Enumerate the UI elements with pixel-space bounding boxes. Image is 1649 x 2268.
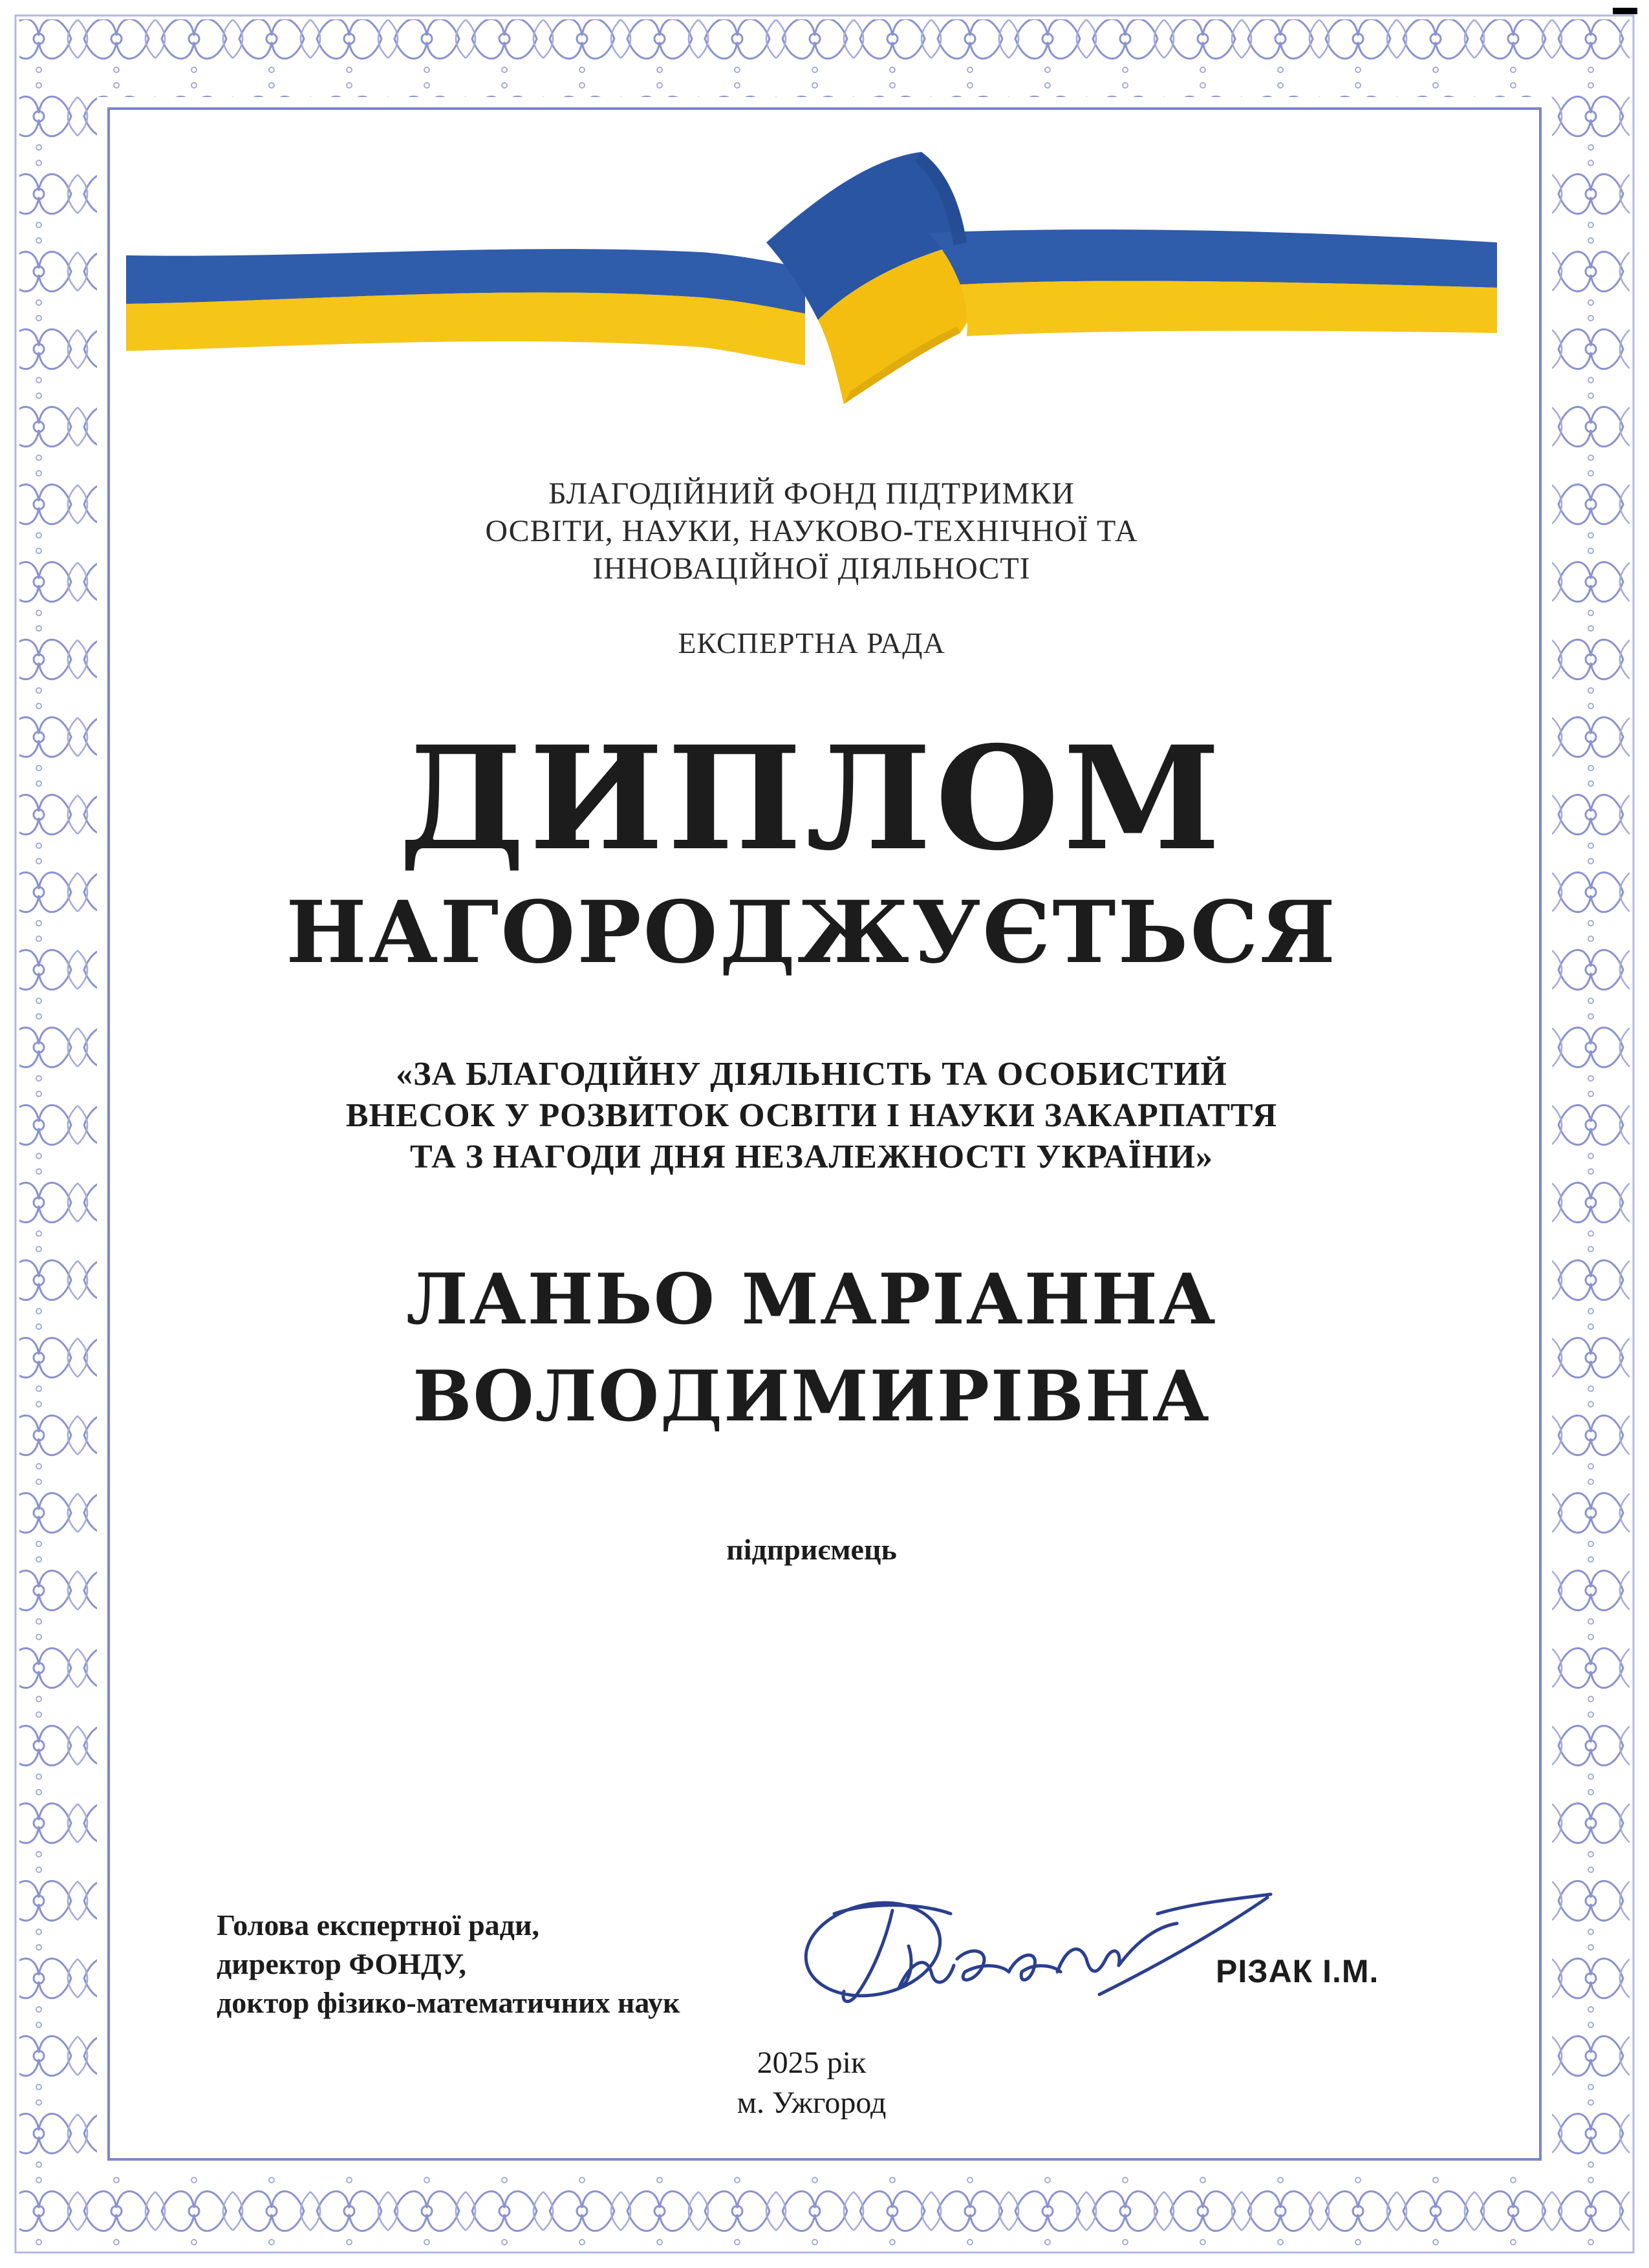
recipient-name-line: ВОЛОДИМИРІВНА <box>413 1356 1211 1437</box>
flag-ribbon-illustration <box>120 145 1503 417</box>
organization-line: ІННОВАЦІЙНОЇ ДІЯЛЬНОСТІ <box>592 551 1031 586</box>
handwritten-signature <box>795 1875 1274 2030</box>
signatory-title-line: директор ФОНДУ, <box>217 1947 466 1980</box>
signatory-titles <box>217 1906 680 2022</box>
ribbon-yellow-right <box>960 281 1497 336</box>
signatory-title-line: Голова експертної ради, <box>217 1909 539 1942</box>
reason-line: «ЗА БЛАГОДІЙНУ ДІЯЛЬНІСТЬ ТА ОСОБИСТИЙ <box>396 1056 1227 1093</box>
ribbon-yellow-left <box>126 292 805 365</box>
awarded-label: НАГОРОДЖУЄТЬСЯ <box>286 883 1337 983</box>
position-text: підприємець <box>726 1533 897 1566</box>
council-text: ЕКСПЕРТНА РАДА <box>678 626 945 659</box>
award-reason <box>113 1054 1510 1178</box>
signatory-name: РІЗАК І.М. <box>1216 1953 1379 1989</box>
diploma-heading <box>113 714 1510 882</box>
organization-line: БЛАГОДІЙНИЙ ФОНД ПІДТРИМКИ <box>548 476 1075 511</box>
footer <box>113 2043 1510 2123</box>
reason-line: ТА З НАГОДИ ДНЯ НЕЗАЛЕЖНОСТІ УКРАЇНИ» <box>409 1139 1213 1175</box>
footer-city: м. Ужгород <box>737 2086 887 2120</box>
recipient-position <box>113 1532 1510 1567</box>
organization-line: ОСВІТИ, НАУКИ, НАУКОВО-ТЕХНІЧНОЇ ТА <box>485 514 1138 548</box>
recipient-name-line: ЛАНЬО МАРІАННА <box>406 1259 1217 1340</box>
diploma-title: ДИПЛОМ <box>398 714 1225 882</box>
reason-line: ВНЕСОК У РОЗВИТОК ОСВІТИ І НАУКИ ЗАКАРПАТТЯ <box>345 1097 1278 1134</box>
footer-year: 2025 рік <box>757 2046 867 2080</box>
organization-header <box>113 475 1510 588</box>
awarded-heading <box>113 883 1510 983</box>
ribbon-blue-right <box>928 230 1497 288</box>
recipient-name <box>113 1251 1510 1445</box>
expert-council-label <box>113 626 1510 660</box>
signatory-title-line: доктор фізико-математичних наук <box>217 1986 680 2019</box>
